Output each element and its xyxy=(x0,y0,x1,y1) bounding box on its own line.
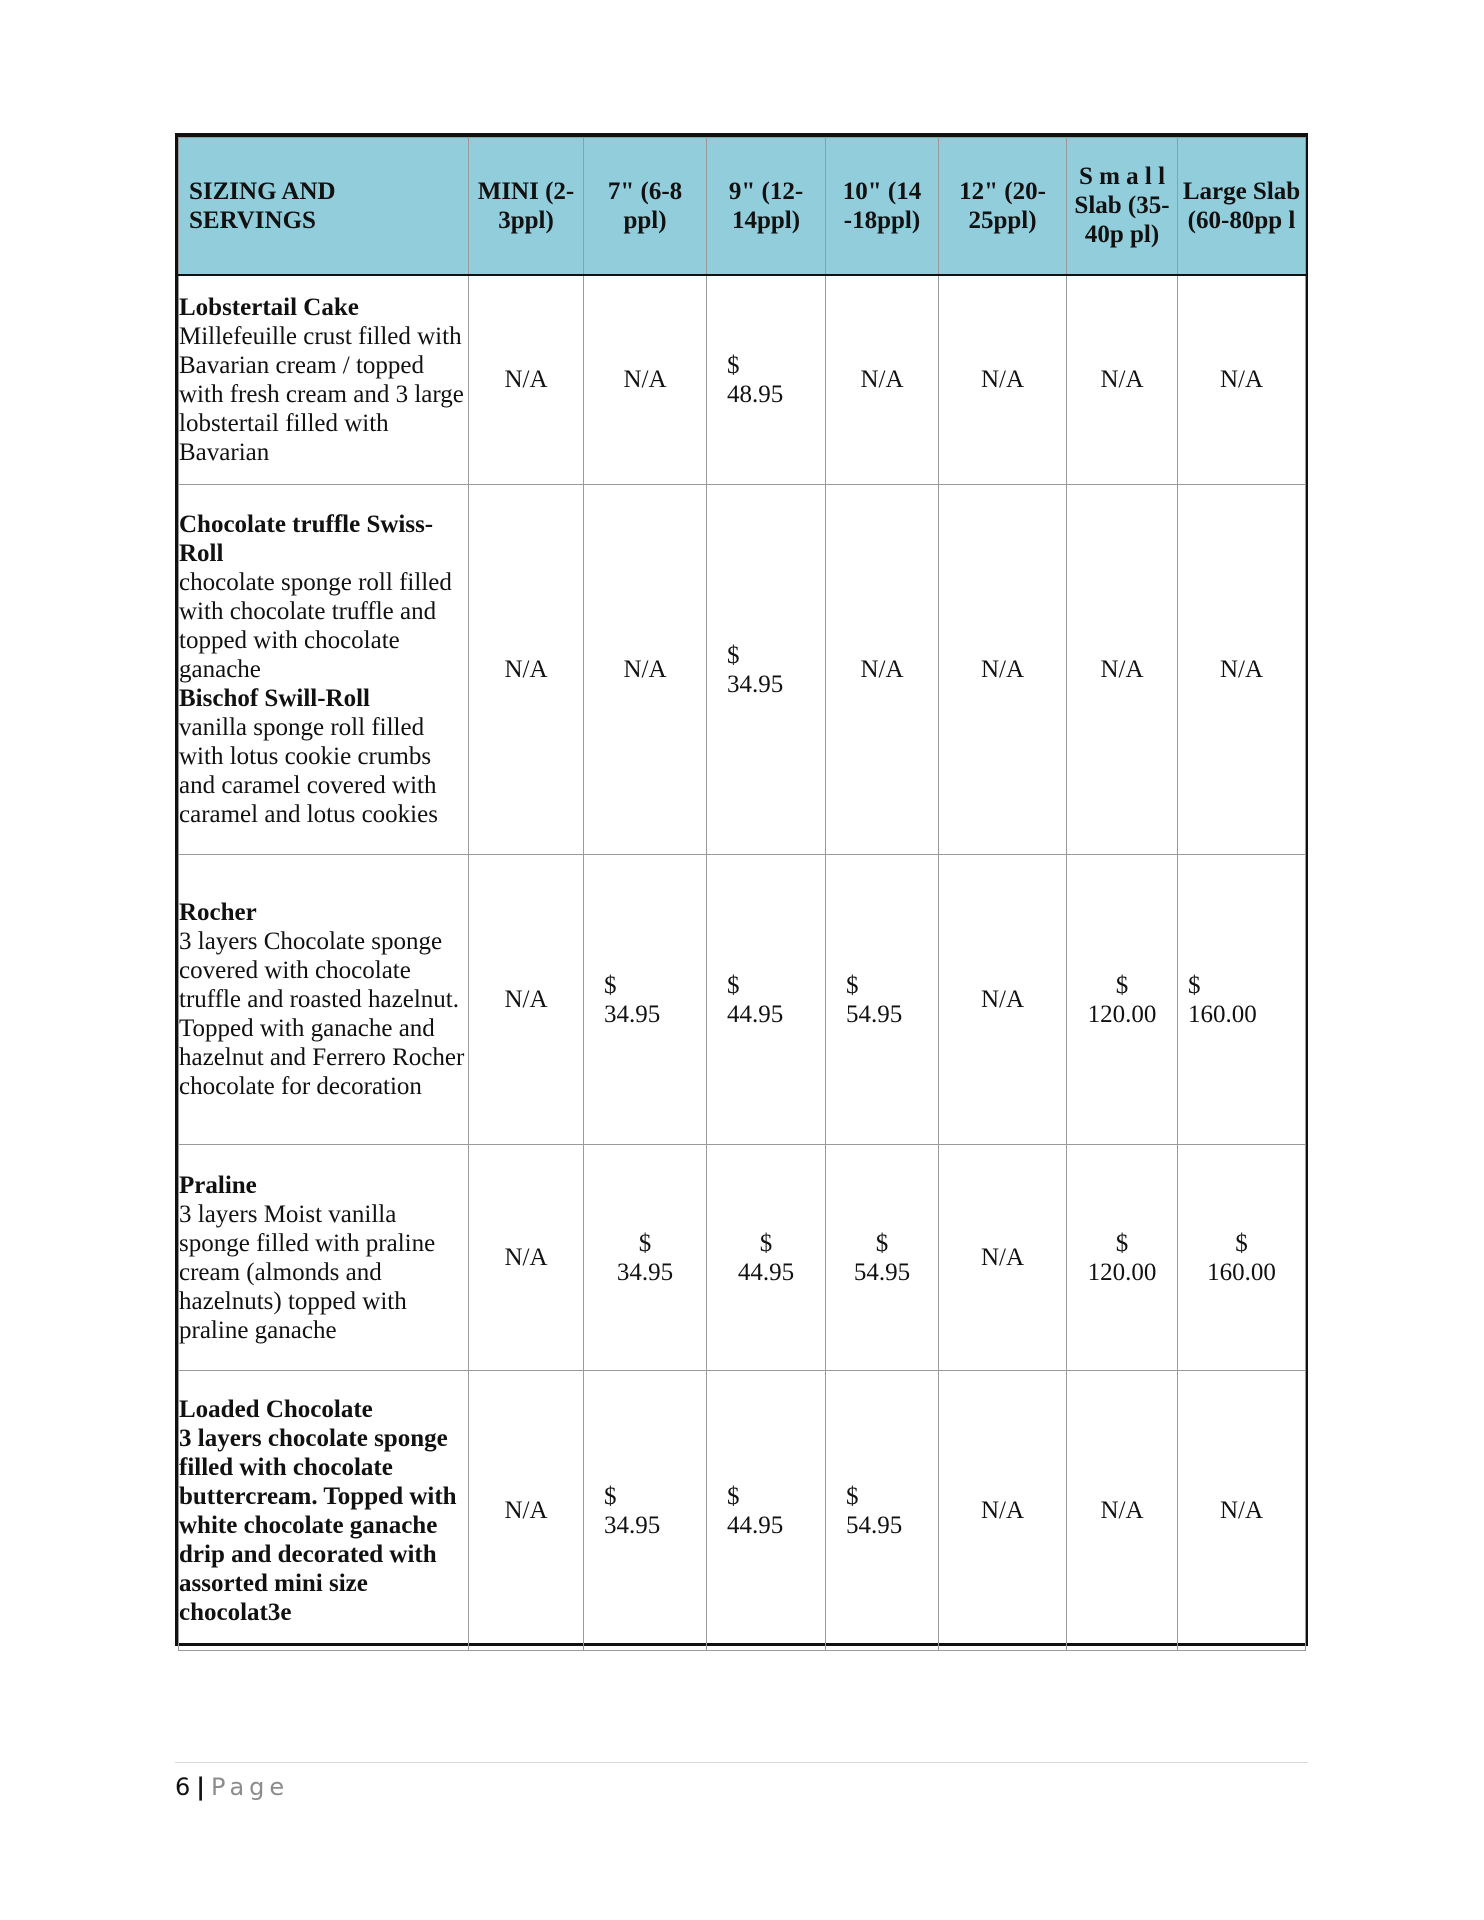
price-amount: 44.95 xyxy=(727,1000,784,1028)
price-cell-mini xyxy=(469,485,584,855)
price-currency: $ xyxy=(727,1482,740,1510)
page-number: 6 xyxy=(175,1773,191,1801)
price-currency: $ xyxy=(846,1482,859,1510)
price-amount: 120.00 xyxy=(1087,1258,1157,1286)
price-cell-7-inch xyxy=(584,1145,707,1371)
price-amount: N/A xyxy=(1219,366,1264,394)
price-cell-10-inch xyxy=(826,275,939,485)
price-currency: $ xyxy=(727,641,740,669)
product-description-cell xyxy=(179,485,469,855)
table-row xyxy=(179,1371,1306,1651)
header-mini: MINI (2-3ppl) xyxy=(469,138,584,275)
price-cell-12-inch xyxy=(939,275,1067,485)
price-amount: 54.95 xyxy=(846,1511,903,1539)
product-description-cell xyxy=(179,855,469,1145)
price-cell-mini xyxy=(469,1145,584,1371)
price-amount: 34.95 xyxy=(604,1000,661,1028)
header-12-inch: 12" (20-25ppl) xyxy=(939,138,1067,275)
price-amount: 34.95 xyxy=(727,670,784,698)
price-cell-large-slab xyxy=(1178,855,1306,1145)
price-currency: $ xyxy=(759,1229,773,1257)
price-currency: $ xyxy=(1115,1229,1129,1257)
price-amount: N/A xyxy=(1100,656,1144,683)
price-amount: 34.95 xyxy=(616,1258,674,1286)
pricing-table xyxy=(178,137,1306,1651)
product-description: 3 layers Chocolate sponge covered with chocolate truffle and roasted hazelnut. Topped with ganache and hazelnut and Ferrero Rocher chocolate for decoration xyxy=(179,928,465,1100)
table-header-row xyxy=(179,138,1306,275)
price-amount: N/A xyxy=(623,366,667,394)
product-description: Millefeuille crust filled with Bavarian cream / topped with fresh cream and 3 large lobstertail filled with Bavarian xyxy=(179,322,464,466)
price-amount: 48.95 xyxy=(727,380,784,408)
price-amount: N/A xyxy=(504,656,548,683)
table-row xyxy=(179,1145,1306,1371)
table-row xyxy=(179,855,1306,1145)
price-currency: $ xyxy=(1115,971,1129,999)
price-cell-10-inch xyxy=(826,1145,939,1371)
header-large-slab: Large Slab (60-80pp l xyxy=(1178,138,1306,275)
product-description: 3 layers Moist vanilla sponge filled with praline cream (almonds and hazelnuts) topped with praline ganache xyxy=(179,1200,436,1344)
price-currency: $ xyxy=(875,1229,889,1257)
price-cell-small-slab xyxy=(1067,855,1178,1145)
price-amount: N/A xyxy=(1100,1497,1144,1524)
price-amount: 34.95 xyxy=(604,1511,661,1539)
price-cell-small-slab xyxy=(1067,1145,1178,1371)
price-cell-9-inch xyxy=(707,1145,826,1371)
price-amount: 120.00 xyxy=(1087,1000,1157,1028)
price-cell-12-inch xyxy=(939,1371,1067,1651)
product-description: 3 layers chocolate sponge filled with chocolate buttercream. Topped with white chocolate ganache drip and decorated with assorted mini size chocolat3e xyxy=(179,1424,457,1626)
price-amount: N/A xyxy=(980,1244,1025,1271)
price-cell-9-inch xyxy=(707,275,826,485)
price-amount: N/A xyxy=(860,366,904,394)
product-name: Praline xyxy=(179,1171,257,1199)
price-cell-12-inch xyxy=(939,485,1067,855)
price-cell-10-inch xyxy=(826,485,939,855)
price-cell-small-slab xyxy=(1067,1371,1178,1651)
price-cell-10-inch xyxy=(826,1371,939,1651)
price-cell-7-inch xyxy=(584,855,707,1145)
page-separator: | xyxy=(196,1773,206,1801)
price-cell-7-inch xyxy=(584,485,707,855)
price-amount: N/A xyxy=(980,366,1025,394)
price-amount: N/A xyxy=(860,656,904,683)
product-name: Rocher xyxy=(179,899,257,926)
price-cell-mini xyxy=(469,275,584,485)
price-amount: N/A xyxy=(504,986,548,1013)
price-cell-7-inch xyxy=(584,1371,707,1651)
price-amount: N/A xyxy=(1219,1497,1264,1524)
price-cell-small-slab xyxy=(1067,275,1178,485)
header-sizing-servings: SIZING AND SERVINGS xyxy=(179,138,469,275)
price-cell-large-slab xyxy=(1178,485,1306,855)
price-currency: $ xyxy=(638,1229,652,1257)
product-description-cell xyxy=(179,275,469,485)
price-amount: 44.95 xyxy=(727,1511,784,1539)
price-cell-9-inch xyxy=(707,1371,826,1651)
price-cell-large-slab xyxy=(1178,275,1306,485)
price-cell-9-inch xyxy=(707,855,826,1145)
product-name: Lobstertail Cake xyxy=(179,293,359,321)
price-cell-mini xyxy=(469,855,584,1145)
price-cell-large-slab xyxy=(1178,1145,1306,1371)
header-7-inch: 7" (6-8 ppl) xyxy=(584,138,707,275)
price-cell-12-inch xyxy=(939,855,1067,1145)
price-currency: $ xyxy=(1235,1229,1248,1257)
price-cell-large-slab xyxy=(1178,1371,1306,1651)
header-9-inch: 9" (12-14ppl) xyxy=(707,138,826,275)
price-currency: $ xyxy=(1188,971,1201,999)
header-small-slab: S m a l l Slab (35-40p pl) xyxy=(1067,138,1178,275)
table-row xyxy=(179,485,1306,855)
price-amount: N/A xyxy=(623,656,667,683)
header-10-inch: 10" (14 -18ppl) xyxy=(826,138,939,275)
price-currency: $ xyxy=(604,1482,617,1510)
product-name: Loaded Chocolate xyxy=(179,1395,373,1423)
price-amount: N/A xyxy=(504,1244,548,1271)
price-amount: 54.95 xyxy=(846,1000,903,1028)
price-amount: 54.95 xyxy=(853,1258,911,1286)
price-amount: N/A xyxy=(504,366,548,394)
product-description: chocolate sponge roll filled with chocolate truffle and topped with chocolate ganache xyxy=(179,569,452,683)
price-currency: $ xyxy=(727,971,740,999)
price-currency: $ xyxy=(604,971,617,999)
price-amount: 44.95 xyxy=(737,1258,795,1286)
page-footer xyxy=(175,1762,1308,1801)
price-currency: $ xyxy=(727,351,740,379)
price-amount: 160.00 xyxy=(1207,1258,1276,1286)
price-currency: $ xyxy=(846,971,859,999)
price-amount: N/A xyxy=(980,1497,1025,1524)
price-amount: N/A xyxy=(980,656,1025,683)
price-cell-10-inch xyxy=(826,855,939,1145)
product-name: Chocolate truffle Swiss-Roll xyxy=(179,511,434,567)
product-description-secondary: vanilla sponge roll filled with lotus cookie crumbs and caramel covered with caramel and lotus cookies xyxy=(179,714,438,828)
price-amount: 160.00 xyxy=(1188,1000,1257,1028)
price-amount: N/A xyxy=(980,986,1025,1013)
price-amount: N/A xyxy=(1100,366,1144,394)
product-description-cell xyxy=(179,1371,469,1651)
product-name-secondary: Bischof Swill-Roll xyxy=(179,685,370,712)
price-cell-7-inch xyxy=(584,275,707,485)
price-amount: N/A xyxy=(1219,656,1264,683)
price-cell-small-slab xyxy=(1067,485,1178,855)
pricing-table-frame xyxy=(175,133,1308,1646)
price-cell-9-inch xyxy=(707,485,826,855)
price-cell-12-inch xyxy=(939,1145,1067,1371)
price-amount: N/A xyxy=(504,1497,548,1524)
table-row xyxy=(179,275,1306,485)
page-label: Page xyxy=(211,1773,290,1801)
price-cell-mini xyxy=(469,1371,584,1651)
product-description-cell xyxy=(179,1145,469,1371)
